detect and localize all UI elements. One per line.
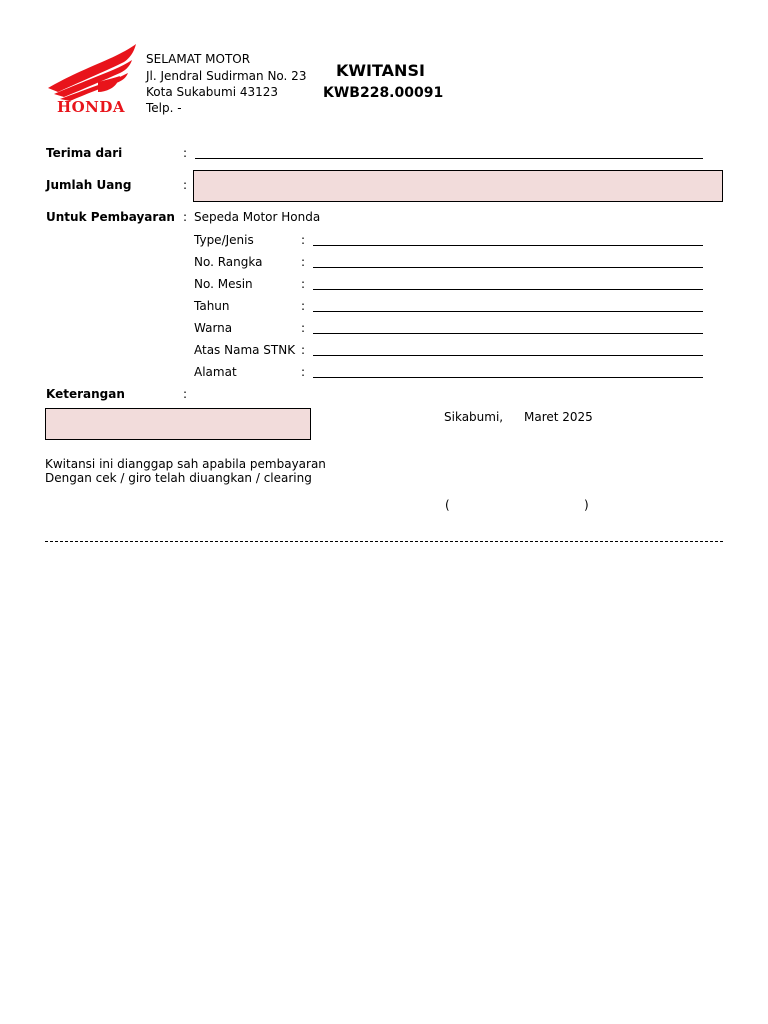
signature-close-paren: ) [584, 498, 589, 512]
colon: : [301, 233, 306, 247]
disclaimer-line-2: Dengan cek / giro telah diuangkan / clearing [45, 471, 312, 485]
detail-label-owner: Atas Nama STNK [194, 343, 296, 357]
received-from-label: Terima dari [46, 146, 123, 160]
detail-line-owner[interactable] [313, 355, 703, 356]
colon: : [301, 321, 306, 335]
for-payment-value: Sepeda Motor Honda [194, 210, 321, 224]
for-payment-label: Untuk Pembayaran [46, 210, 175, 224]
amount-field[interactable] [193, 170, 723, 202]
notes-field[interactable] [45, 408, 311, 440]
signature-place: Sikabumi, [444, 410, 504, 424]
company-phone: Telp. - [146, 101, 182, 115]
honda-logo [44, 42, 138, 116]
detail-label-color: Warna [194, 321, 233, 335]
received-from-line[interactable] [195, 158, 703, 159]
colon: : [183, 146, 188, 160]
colon: : [183, 178, 188, 192]
colon: : [183, 210, 188, 224]
detail-label-year: Tahun [194, 299, 230, 313]
detail-label-type: Type/Jenis [194, 233, 254, 247]
signature-open-paren: ( [445, 498, 450, 512]
detail-line-engine-number[interactable] [313, 289, 703, 290]
notes-label: Keterangan [46, 387, 125, 401]
detail-line-frame-number[interactable] [313, 267, 703, 268]
colon: : [301, 255, 306, 269]
signature-date: Maret 2025 [524, 410, 593, 424]
detail-label-frame-number: No. Rangka [194, 255, 263, 269]
document-number: KWB228.00091 [323, 85, 444, 101]
colon: : [301, 299, 306, 313]
company-city: Kota Sukabumi 43123 [146, 85, 279, 99]
detail-line-year[interactable] [313, 311, 703, 312]
colon: : [301, 277, 306, 291]
company-address: Jl. Jendral Sudirman No. 23 [146, 69, 307, 83]
amount-label: Jumlah Uang [46, 178, 132, 192]
document-title: KWITANSI [336, 61, 425, 80]
detail-line-type[interactable] [313, 245, 703, 246]
detail-line-address[interactable] [313, 377, 703, 378]
colon: : [183, 387, 188, 401]
logo-wordmark: HONDA [56, 98, 126, 116]
detail-label-engine-number: No. Mesin [194, 277, 253, 291]
company-name: SELAMAT MOTOR [146, 52, 251, 66]
colon: : [301, 365, 306, 379]
colon: : [301, 343, 306, 357]
cut-line-divider [45, 541, 723, 542]
detail-line-color[interactable] [313, 333, 703, 334]
detail-label-address: Alamat [194, 365, 237, 379]
disclaimer-line-1: Kwitansi ini dianggap sah apabila pembayaran [45, 457, 326, 471]
